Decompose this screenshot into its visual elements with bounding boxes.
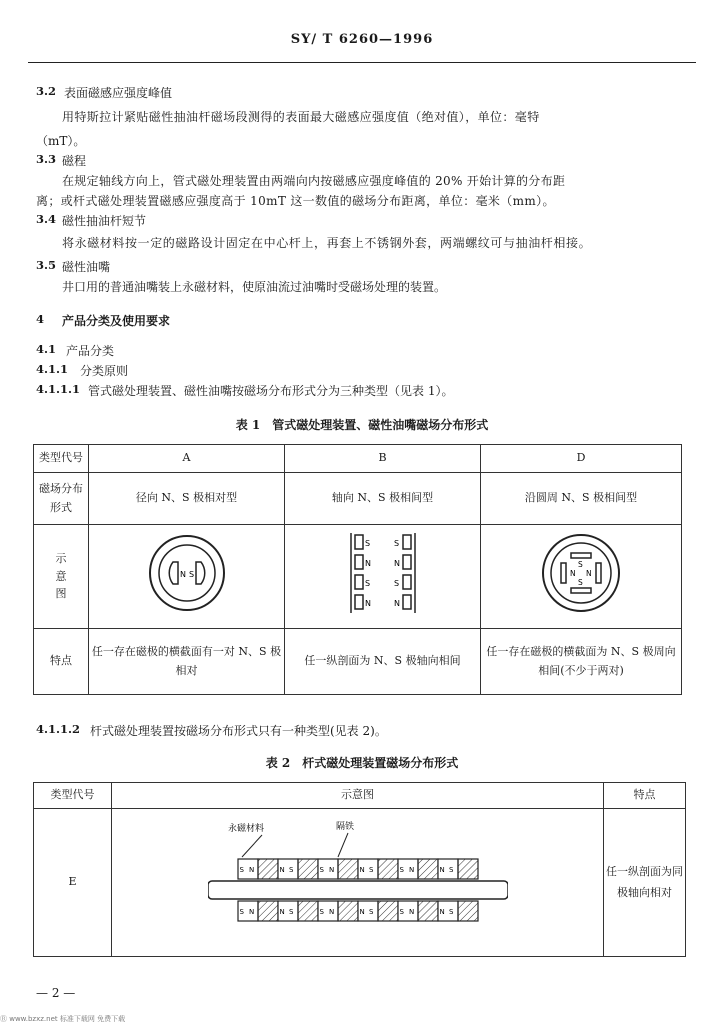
- section-number: 3.2: [36, 84, 57, 98]
- pole-label: N: [328, 866, 334, 875]
- label-iron-spacer: 隔铁: [335, 822, 354, 833]
- pole-label: N: [439, 866, 445, 875]
- outer-shell: [150, 536, 224, 610]
- circumferential-magnet-diagram: [536, 531, 626, 615]
- magnet-column-left: [355, 535, 363, 609]
- pole-label: N: [439, 908, 445, 917]
- paragraph-line: 井口用的普通油嘴装上永磁材料，使原油流过油嘴时受磁场处理的装置。: [62, 280, 447, 294]
- pole-label: S: [364, 579, 370, 589]
- paragraph-line: 管式磁处理装置、磁性油嘴按磁场分布形式分为三种类型（见表 1）。: [88, 384, 454, 398]
- table-row: [34, 445, 682, 473]
- label-magnet-material: 永磁材料: [227, 824, 264, 835]
- diagram-cell: [112, 809, 604, 957]
- table2-caption: 表 2 杆式磁处理装置磁场分布形式: [265, 756, 459, 770]
- section-number: 3.3: [36, 152, 57, 166]
- pole-label: S: [319, 866, 324, 875]
- pole-label: S: [239, 908, 244, 917]
- magnet-left: [561, 563, 566, 583]
- magnet-row-bottom: [238, 901, 478, 921]
- pole-label: S: [288, 866, 293, 875]
- leader-line: [242, 835, 262, 857]
- pole-label: N: [408, 908, 414, 917]
- table-cell: 任一纵剖面为同极轴向相对: [604, 809, 686, 957]
- page-number: — 2 —: [36, 986, 76, 1000]
- table-row-label: 特点: [34, 629, 89, 695]
- section-number: 4.1.1: [36, 362, 69, 376]
- header-rule: [28, 62, 696, 63]
- magnet-left: [169, 562, 178, 584]
- table-row: [34, 809, 686, 957]
- table2: [33, 782, 686, 957]
- pole-label: N: [586, 569, 592, 579]
- section-number: 3.5: [36, 258, 57, 272]
- table-row: [34, 473, 682, 525]
- paragraph-line: 将永磁材料按一定的磁路设计固定在中心杆上，再套上不锈钢外套，两端螺纹可与抽油杆相接。: [62, 236, 592, 250]
- pole-label: N: [393, 559, 400, 569]
- iron-spacer-block: [378, 901, 398, 921]
- table-header-cell: 示意图: [112, 783, 604, 809]
- diagram-label: 示意图: [55, 552, 67, 601]
- center-rod: [208, 881, 508, 899]
- table1: [33, 444, 682, 695]
- pole-label: S: [578, 560, 583, 570]
- pole-label: N: [248, 866, 254, 875]
- magnet-column-right: [403, 535, 411, 609]
- iron-spacer-block: [378, 859, 398, 879]
- paragraph-line: 离；或杆式磁处理装置磁感应强度高于 10mT 这一数值的磁场分布距离，单位：毫米（mm）。: [36, 194, 555, 208]
- table-header-cell: 特点: [604, 783, 686, 809]
- pole-label: N: [359, 908, 365, 917]
- pole-label: S: [448, 908, 453, 917]
- iron-spacer-block: [258, 859, 278, 879]
- outer-shell: [543, 535, 619, 611]
- table-cell: 沿圆周 N、S 极相间型: [481, 473, 682, 525]
- table-cell: 轴向 N、S 极相间型: [285, 473, 481, 525]
- inner-shell: [159, 545, 215, 601]
- magnet-row-top: [238, 859, 478, 879]
- page-header: SY/ T 6260—1996: [290, 32, 434, 47]
- diagram-cell: [285, 525, 481, 629]
- section-title: 磁程: [62, 154, 87, 168]
- iron-spacer-block: [338, 859, 358, 879]
- iron-spacer-block: [458, 859, 478, 879]
- pole-label: N: [248, 908, 254, 917]
- pole-label: S: [368, 908, 373, 917]
- iron-spacer-block: [418, 901, 438, 921]
- pole-label: N: [328, 908, 334, 917]
- table-row-label: 磁场分布形式: [34, 473, 89, 525]
- table-cell: 径向 N、S 极相对型: [89, 473, 285, 525]
- pole-label: N: [408, 866, 414, 875]
- magnet-top: [571, 553, 591, 558]
- section-number: 4.1.1.1: [36, 382, 81, 396]
- pole-label: N: [279, 866, 285, 875]
- paragraph-line: 在规定轴线方向上，管式磁处理装置由两端向内按磁感应强度峰值的 20% 开始计算的分布距: [62, 174, 566, 188]
- iron-spacer-block: [458, 901, 478, 921]
- section-title: 产品分类及使用要求: [62, 314, 171, 328]
- diagram-cell: [89, 525, 285, 629]
- diagram-cell: [481, 525, 682, 629]
- pole-label: S: [188, 570, 194, 580]
- iron-spacer-block: [258, 901, 278, 921]
- pole-label: S: [448, 866, 453, 875]
- pole-label: S: [319, 908, 324, 917]
- table-cell: 任一纵剖面为 N、S 极轴向相间: [285, 629, 481, 695]
- table-header-cell: 类型代号: [34, 445, 89, 473]
- iron-spacer-block: [298, 859, 318, 879]
- section-number: 4.1.1.2: [36, 722, 81, 736]
- pole-label: S: [578, 578, 583, 588]
- table-header-cell: 类型代号: [34, 783, 112, 809]
- rod-magnet-diagram: [208, 819, 508, 939]
- section-title: 表面磁感应强度峰值: [64, 86, 173, 100]
- pole-label: S: [368, 866, 373, 875]
- iron-spacer-block: [298, 901, 318, 921]
- paragraph-line: 杆式磁处理装置按磁场分布形式只有一种类型(见表 2)。: [90, 724, 387, 738]
- section-number: 4.1: [36, 342, 57, 356]
- inner-shell: [551, 543, 611, 603]
- pole-label: N: [393, 599, 400, 609]
- table-cell: 任一存在磁极的横截面有一对 N、S 极相对: [89, 629, 285, 695]
- table-row: [34, 525, 682, 629]
- pole-label: N: [364, 559, 371, 569]
- table-header-cell: B: [285, 445, 481, 473]
- table-row: [34, 629, 682, 695]
- axial-magnet-diagram: [343, 531, 423, 615]
- pole-label: S: [364, 539, 370, 549]
- section-title: 分类原则: [80, 364, 129, 378]
- scan-watermark: Ⓡ www.bzxz.net 标准下载网 免费下载: [0, 1015, 126, 1023]
- table-header-cell: A: [89, 445, 285, 473]
- paragraph-line: 用特斯拉计紧贴磁性抽油杆磁场段测得的表面最大磁感应强度值（绝对值），单位：毫特: [62, 110, 540, 124]
- pole-label: N: [279, 908, 285, 917]
- magnet-right: [596, 563, 601, 583]
- pole-label: S: [399, 866, 404, 875]
- section-number: 3.4: [36, 212, 57, 226]
- pole-label: S: [393, 539, 399, 549]
- pole-label: S: [399, 908, 404, 917]
- magnet-right: [196, 562, 205, 584]
- leader-line: [338, 833, 348, 857]
- section-title: 磁性油嘴: [62, 260, 111, 274]
- pole-label: S: [288, 908, 293, 917]
- pole-label: S: [239, 866, 244, 875]
- pole-label: N: [359, 866, 365, 875]
- iron-spacer-block: [418, 859, 438, 879]
- table-row: [34, 783, 686, 809]
- section-title: 磁性抽油杆短节: [62, 214, 147, 228]
- section-number: 4: [36, 312, 45, 326]
- table-cell: E: [34, 809, 112, 957]
- pole-label: N: [179, 570, 186, 580]
- iron-spacer-block: [338, 901, 358, 921]
- table-row-label: [34, 525, 89, 629]
- table-cell: 任一存在磁极的横截面为 N、S 极周向相间(不少于两对): [481, 629, 682, 695]
- radial-magnet-diagram: [142, 533, 232, 613]
- pole-label: N: [364, 599, 371, 609]
- section-title: 产品分类: [66, 344, 115, 358]
- pole-label: N: [570, 569, 576, 579]
- table1-caption: 表 1 管式磁处理装置、磁性油嘴磁场分布形式: [235, 418, 489, 432]
- paragraph-line: （mT）。: [36, 134, 86, 148]
- magnet-bottom: [571, 588, 591, 593]
- pole-label: S: [393, 579, 399, 589]
- table-header-cell: D: [481, 445, 682, 473]
